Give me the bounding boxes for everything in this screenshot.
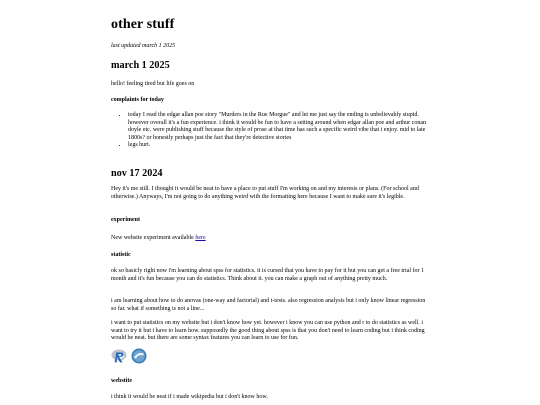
spss-logo-icon [131, 348, 147, 364]
website-heading: webstite [111, 378, 132, 384]
list-item: • legs hurt. [128, 142, 429, 150]
statistic-paragraph-1: ok so basicly right now i'm learning about spss for statistics. it is cursed that you have to pay for it but you can get a free trial for 1 month and it's fun because you can do statistics. Think about it. you can make a graph out of anything pretty much. [111, 268, 425, 282]
entry-intro-march: hello! feeling tired but life goes on [111, 81, 195, 87]
website-text: i think it would be neat if i made wikipedia but i don't know how. [111, 394, 268, 400]
experiment-text [111, 235, 206, 243]
complaints-heading: complaints for today [111, 97, 164, 103]
experiment-label: New website experiment available [111, 235, 196, 241]
entry-intro-nov: Hey it's me still. I thought it would be neat to have a place to put stuff I'm working on and my interests or plans. (For school and otherwise.) Anyways, I'm not going to do anything weird with the formatting here because I want to make sure it's legible. [111, 186, 419, 200]
statistic-paragraph-2: i am learning about how to do anovas (one-way and factorial) and t-tests. also regression analysis but i only know linear regression so far. what if something is not a line... [111, 298, 426, 312]
last-updated: last updated march 1 2025 [111, 43, 176, 49]
site-title: other stuff [111, 17, 175, 32]
experiment-heading: experiment [111, 217, 140, 223]
statistic-heading: statistic [111, 252, 131, 258]
entry-date-nov: nov 17 2024 [111, 168, 163, 179]
statistic-paragraph-3: i want to put statistics on my website but i don't know how yet. however i know you can use python and r to do statistics as well. i want to try it but i have to learn how. supposedly the good thing about spss is that you don't need to learn coding but i think coding would be neat. but there are some syntax features you can learn to use for fun. [111, 320, 425, 342]
entry-date-march: march 1 2025 [111, 60, 170, 71]
r-logo-icon [111, 348, 127, 364]
experiment-link[interactable]: here [195, 235, 206, 241]
complaints-list [111, 112, 429, 150]
list-item: • today I read the edgar allan poe story "Murders in the Rue Morgue" and let me just say the ending is unbelievably stupid. however overall it's a fun experience. i think it would be fun to have a setting around when edgar allan poe and arthur conan doyle etc. were publishing stuff because the style of prose at that time has such a specific weird vibe that i enjoy. mid to late 1800s? or honestly perhaps just the fact that they're detective stories [128, 112, 429, 142]
stats-logos [111, 348, 147, 364]
